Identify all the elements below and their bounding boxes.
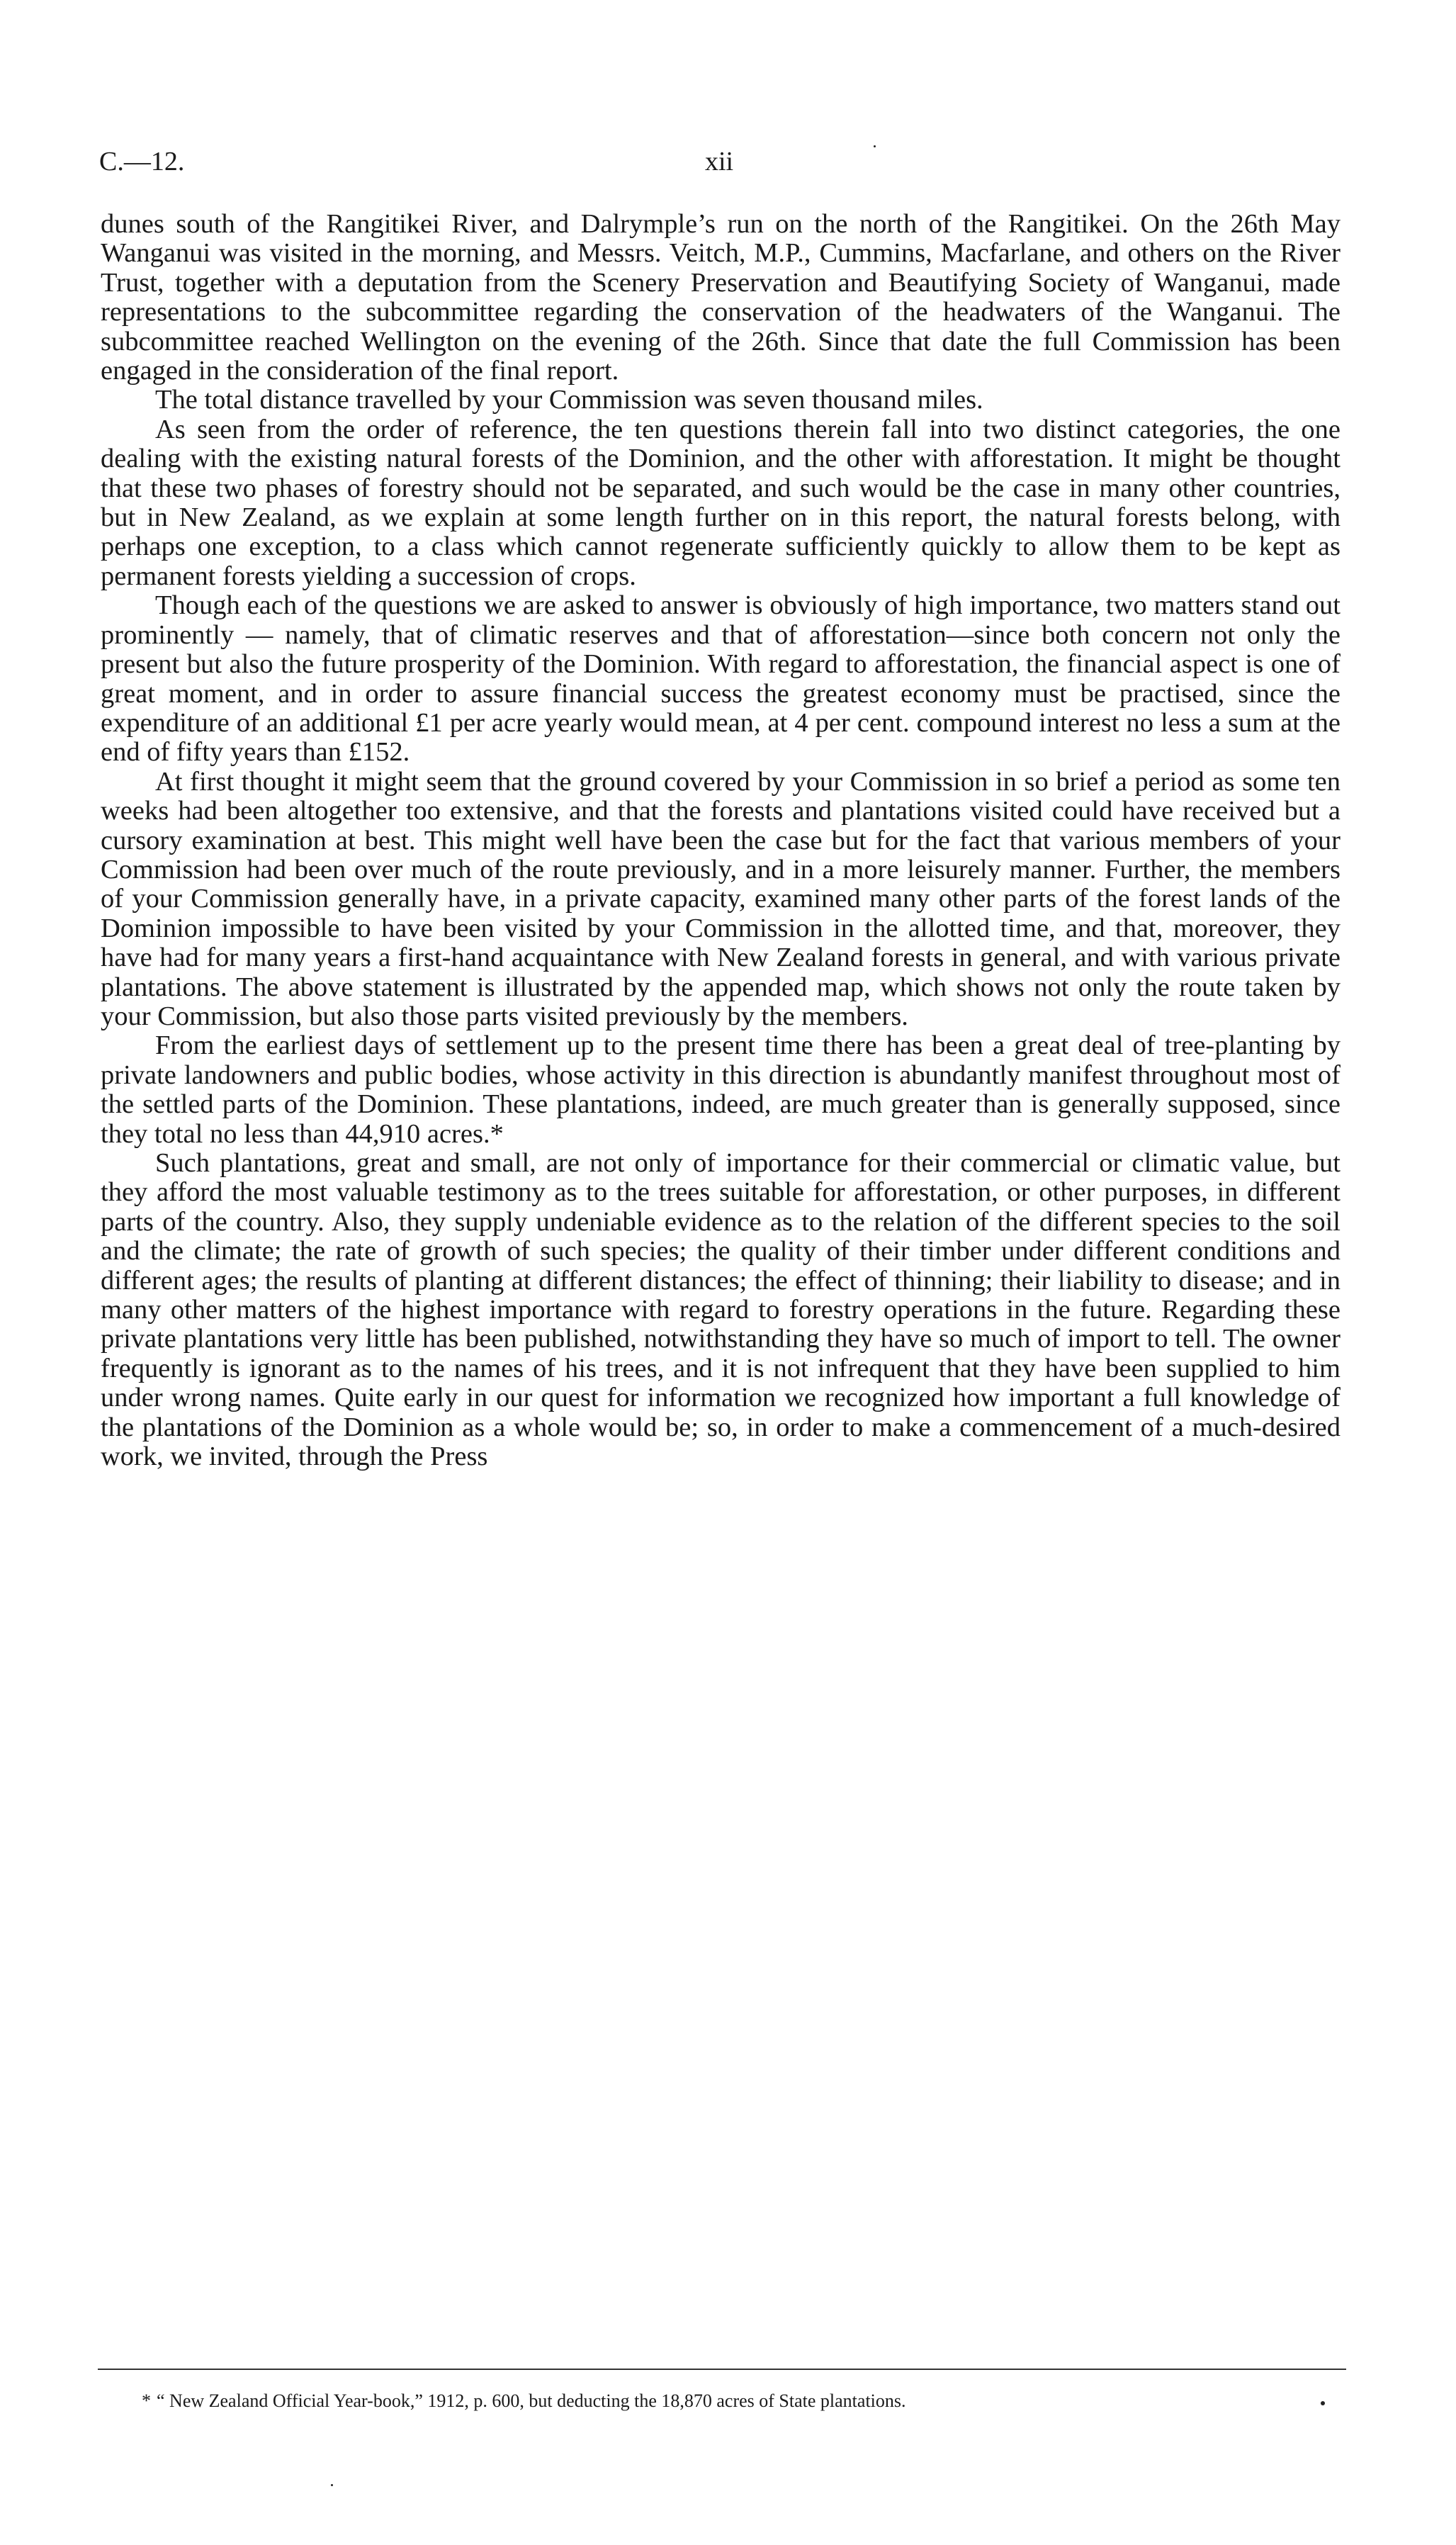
report-reference: C.—12. xyxy=(99,147,185,176)
footnote-text: “ New Zealand Official Year-book,” 1912, p. 600, but deducting the 18,870 acres of State plantations. xyxy=(157,2390,906,2411)
paragraph: The total distance travelled by your Commission was seven thousand miles. xyxy=(155,385,983,415)
scan-speck xyxy=(874,145,876,147)
page-number: xii xyxy=(704,147,734,176)
paragraph-continued: dunes south of the Rangitikei River, and Dalrymple’s run on the north of the Rangitikei. On the 26th May Wanganui was visited in the morning, and Messrs. Veitch, M.P., Cummins, Macfarlane, and others on the River Trust, together with a deputation from the Scenery Preservation and Beautifying Society of Wanganui, made representations to the subcommittee regarding the conservation of the headwaters of the Wanganui. The subcommittee reached Wellington on the evening of the 26th. Since that date the full Commission has been engaged in the consideration of the final report. xyxy=(101,209,1341,386)
footnote-divider xyxy=(98,2369,1346,2370)
paragraph: From the earliest days of settlement up to the present time there has been a great deal of tree-planting by private landowners and public bodies, whose activity in this direction is abundantly manifest throughout most of the settled parts of the Dominion. These plantations, indeed, are much greater than is generally supposed, since they total no less than 44,910 acres.* xyxy=(101,1030,1341,1149)
scan-speck xyxy=(331,2484,333,2486)
scan-speck xyxy=(1321,2401,1325,2405)
running-header xyxy=(99,140,1339,183)
footnote-mark: * xyxy=(142,2390,151,2411)
paragraph: Though each of the questions we are asked to answer is obviously of high importance, two matters stand out prominently — namely, that of climatic reserves and that of afforestation—since both concern not only the present but also the future prosperity of the Dominion. With regard to afforestation, the financial aspect is one of great moment, and in order to assure financial success the greatest economy must be practised, since the expenditure of an additional £1 per acre yearly would mean, at 4 per cent. compound interest no less a sum at the end of fifty years than £152. xyxy=(101,590,1341,768)
body-text xyxy=(101,210,1341,1471)
paragraph: At first thought it might seem that the ground covered by your Commission in so brief a period as some ten weeks had been altogether too extensive, and that the forests and plantations visited could have received but a cursory examination at best. This might well have been the case but for the fact that various members of your Commission had been over much of the route previously, and in a more leisurely manner. Further, the members of your Commission generally have, in a private capacity, examined many other parts of the forest lands of the Dominion impossible to have been visited by your Commission in the allotted time, and that, moreover, they have had for many years a first-hand acquaintance with New Zealand forests in general, and with various private plantations. The above statement is illustrated by the appended map, which shows not only the route taken by your Commission, but also those parts visited previously by the members. xyxy=(101,766,1341,1031)
paragraph: As seen from the order of reference, the ten questions therein fall into two distinct categories, the one dealing with the existing natural forests of the Dominion, and the other with afforestation. It might be thought that these two phases of forestry should not be separated, and such would be the case in many other countries, but in New Zealand, as we explain at some length further on in this report, the natural forests belong, with perhaps one exception, to a class which cannot regenerate sufficiently quickly to allow them to be kept as permanent forests yielding a succession of crops. xyxy=(101,414,1341,591)
footnote xyxy=(142,2390,1311,2412)
paragraph: Such plantations, great and small, are not only of importance for their commercial or climatic value, but they afford the most valuable testimony as to the trees suitable for afforestation, or other purposes, in different parts of the country. Also, they supply undeniable evidence as to the relation of the different species to the soil and the climate; the rate of growth of such species; the quality of their timber under different conditions and different ages; the results of planting at different distances; the effect of thinning; their liability to disease; and in many other matters of the highest importance with regard to forestry operations in the future. Regarding these private plantations very little has been published, notwithstanding they have so much of import to tell. The owner frequently is ignorant as to the names of his trees, and it is not infrequent that they have been supplied to him under wrong names. Quite early in our quest for information we recognized how important a full knowledge of the plantations of the Dominion as a whole would be; so, in order to make a commencement of a much-desired work, we invited, through the Press xyxy=(101,1148,1341,1472)
